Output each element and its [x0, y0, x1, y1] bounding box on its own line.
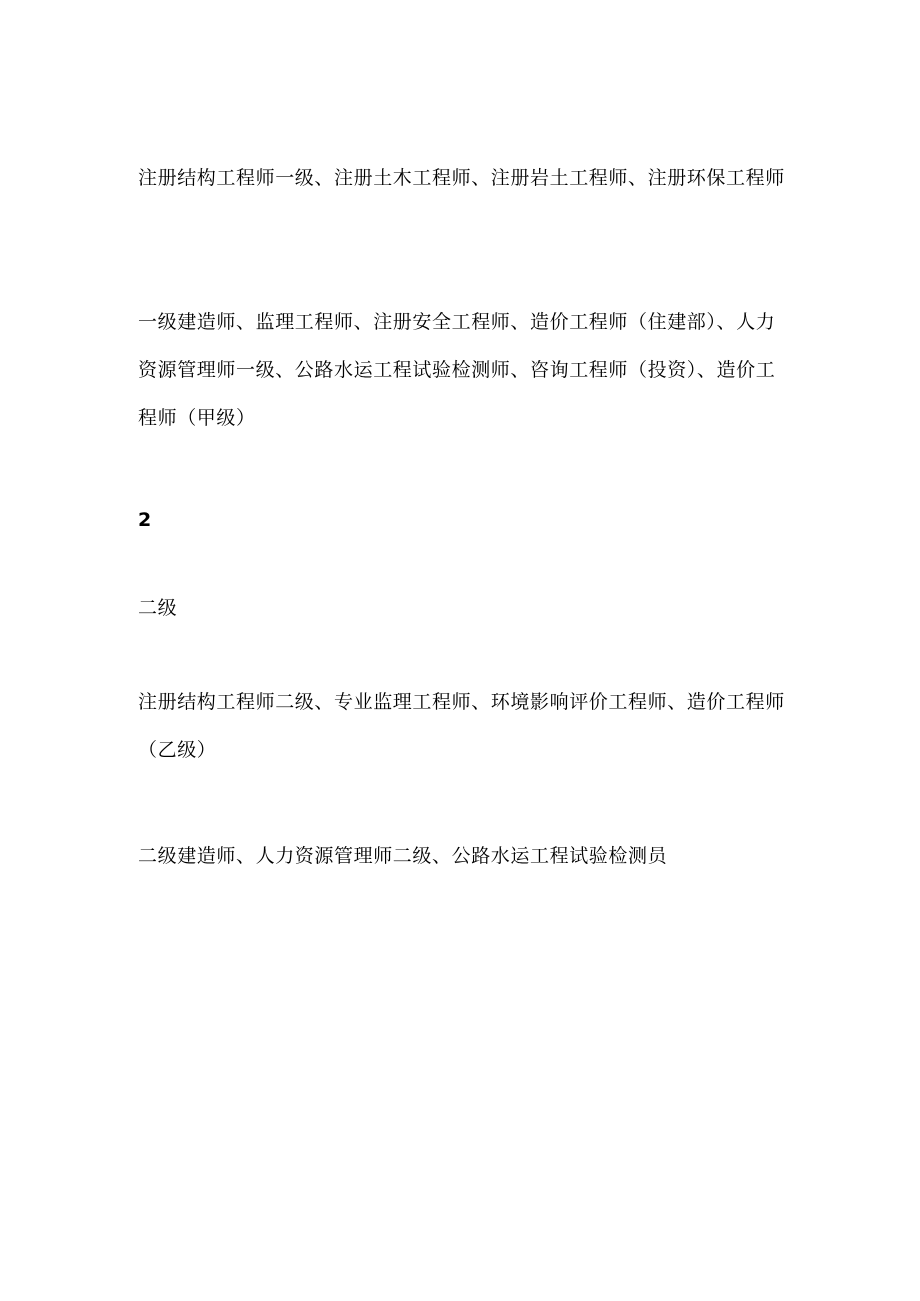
level-two-structural-paragraph: 注册结构工程师二级、专业监理工程师、环境影响评价工程师、造价工程师（乙级） [138, 691, 785, 761]
section-number: 2 [138, 509, 152, 531]
level-one-constructor-paragraph: 一级建造师、监理工程师、注册安全工程师、造价工程师（住建部）、人力资源管理师一级、公路水运工程试验检测师、咨询工程师（投资）、造价工程师（甲级） [138, 311, 776, 429]
level-one-structural-paragraph: 注册结构工程师一级、注册土木工程师、注册岩土工程师、注册环保工程师 [138, 167, 785, 189]
level-two-constructor-paragraph: 二级建造师、人力资源管理师二级、公路水运工程试验检测员 [138, 845, 668, 867]
section-heading-level-two: 二级 [138, 597, 178, 619]
